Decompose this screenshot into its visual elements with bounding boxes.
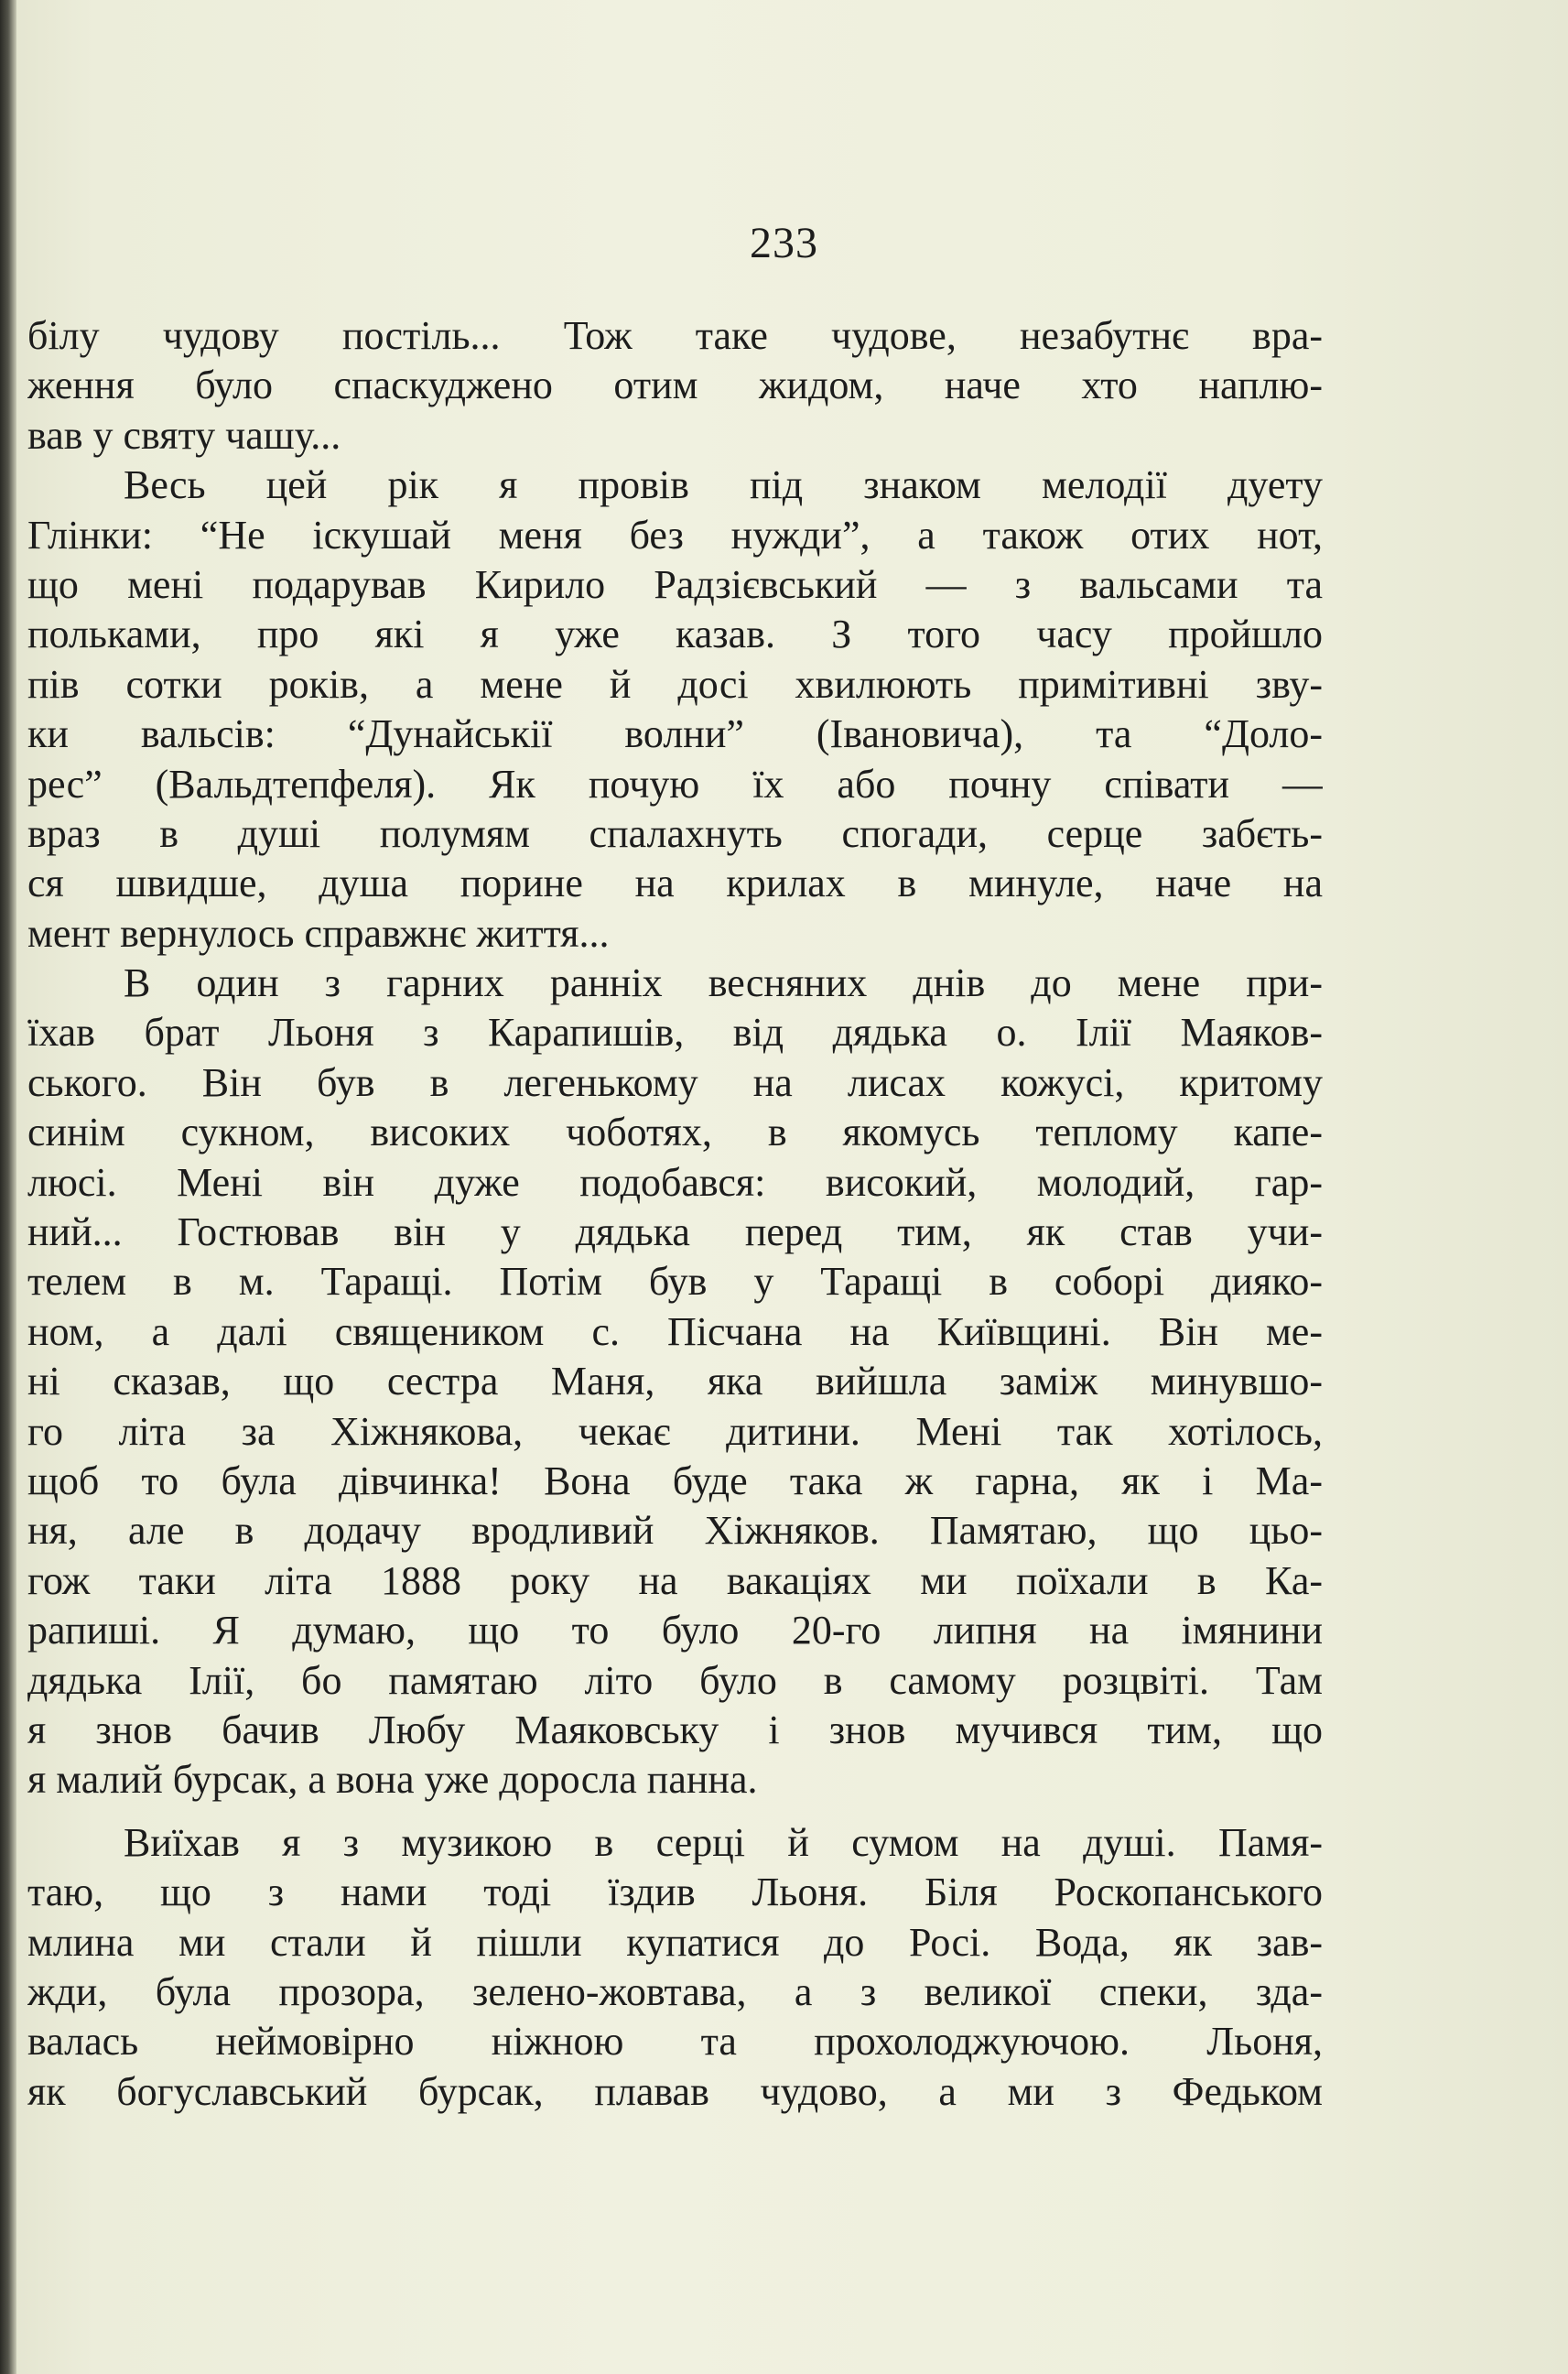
text-line: синім сукном, високих чоботях, в якомусь теплому капе- xyxy=(27,1110,1323,1155)
text-line: рес” (Вальдтепфеля). Як почую їх або почну співати — xyxy=(27,761,1323,807)
paragraph xyxy=(27,311,1323,461)
paragraph xyxy=(27,461,1323,959)
text-line: дядька Ілії, бо памятаю літо було в самому розцвіті. Там xyxy=(27,1657,1323,1703)
text-line: гож таки літа 1888 року на вакаціях ми поїхали в Ка- xyxy=(27,1557,1323,1603)
text-line: жди, була прозора, зелено-жовтава, а з великої спеки, зда- xyxy=(27,1968,1323,2014)
text-line: я знов бачив Любу Маяковську і знов мучився тим, що xyxy=(27,1707,1323,1752)
text-line: як богуславський бурсак, плавав чудово, а ми з Федьком xyxy=(27,2068,1323,2114)
text-line: Глінки: “Не іскушай меня без нужди”, а також отих нот, xyxy=(27,512,1323,558)
text-line: ся швидше, душа порине на крилах в минуле, наче на xyxy=(27,861,1323,906)
text-line: ки вальсів: “Дунайськії волни” (Івановича), та “Доло- xyxy=(27,711,1323,757)
text-line: що мені подарував Кирило Радзієвський — з вальсами та xyxy=(27,561,1323,607)
text-line: я малий бурсак, а вона уже доросла панна. xyxy=(27,1757,758,1803)
text-line: враз в душі полумям спалахнуть спогади, серце забєть- xyxy=(27,810,1323,856)
text-line: ня, але в додачу вродливий Хіжняков. Памятаю, що цьо- xyxy=(27,1508,1323,1554)
book-spine-shadow xyxy=(0,0,16,2374)
text-line: таю, що з нами тоді їздив Льоня. Біля Роскопанського xyxy=(27,1870,1323,1915)
paragraph-spacer xyxy=(27,1805,1323,1818)
body-text xyxy=(27,311,1323,2117)
text-line: млина ми стали й пішли купатися до Росі. Вода, як зав- xyxy=(27,1919,1323,1965)
text-line: щоб то була дівчинка! Вона буде така ж гарна, як і Ма- xyxy=(27,1458,1323,1503)
text-line: пів сотки років, а мене й досі хвилюють примітивні зву- xyxy=(27,661,1323,707)
text-line: мент вернулось справжнє життя... xyxy=(27,910,610,956)
paragraph xyxy=(27,959,1323,1805)
text-line: ження було спаскуджено отим жидом, наче хто наплю- xyxy=(27,363,1323,408)
text-line: польками, про які я уже казав. З того часу пройшло xyxy=(27,612,1323,657)
text-line: телем в м. Таращі. Потім був у Таращі в соборі дияко- xyxy=(27,1259,1323,1305)
text-line: валась неймовірно ніжною та прохолоджуючою. Льоня, xyxy=(27,2019,1323,2065)
text-line: ний... Гостював він у дядька перед тим, як став учи- xyxy=(27,1209,1323,1255)
text-line: Весь цей рік я провів під знаком мелодії дуету xyxy=(124,462,1323,508)
text-line: го літа за Хіжнякова, чекає дитини. Мені так хотілось, xyxy=(27,1408,1323,1454)
paragraph xyxy=(27,1818,1323,2117)
text-line: їхав брат Льоня з Карапишів, від дядька о. Ілії Маяков- xyxy=(27,1010,1323,1056)
text-line: ном, а далі священиком с. Пісчана на Київщині. Він ме- xyxy=(27,1308,1323,1354)
text-line: В один з гарних ранніх весняних днів до мене при- xyxy=(124,960,1323,1006)
text-line: рапиші. Я думаю, що то було 20-го липня на імянини xyxy=(27,1608,1323,1653)
page-number: 233 xyxy=(750,219,818,267)
text-line: Виїхав я з музикою в серці й сумом на душі. Памя- xyxy=(124,1819,1323,1865)
text-line: ського. Він був в легенькому на лисах кожусі, критому xyxy=(27,1059,1323,1105)
text-line: вав у святу чашу... xyxy=(27,412,341,458)
text-line: ні сказав, що сестра Маня, яка вийшла заміж минувшо- xyxy=(27,1359,1323,1404)
text-line: люсі. Мені він дуже подобався: високий, молодий, гар- xyxy=(27,1159,1323,1205)
text-line: білу чудову постіль... Тож таке чудове, незабутнє вра- xyxy=(27,313,1323,358)
